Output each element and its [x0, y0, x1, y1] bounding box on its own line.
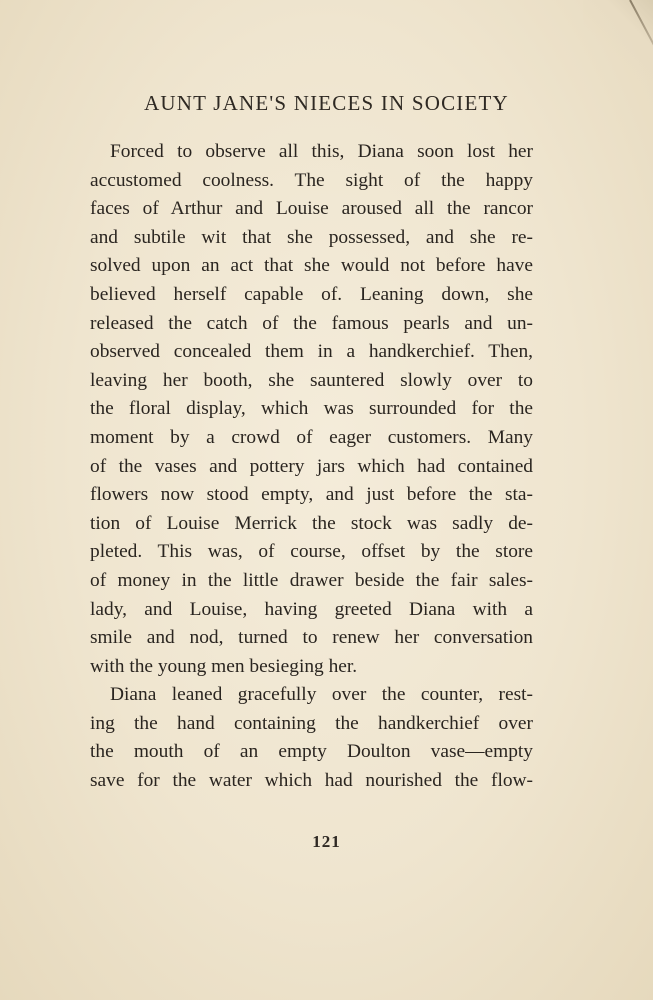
body-text: [90, 138, 533, 796]
text-line: with the young men besieging her.: [90, 655, 358, 677]
text-line: tion of Louise Merrick the stock was sadly de-: [90, 512, 533, 534]
text-line: believed herself capable of. Leaning down, she: [90, 283, 533, 305]
paragraph-1: [90, 138, 533, 681]
paragraph-2: [90, 681, 533, 795]
text-line: leaving her booth, she sauntered slowly over to: [90, 369, 533, 391]
text-line: of the vases and pottery jars which had contained: [90, 455, 533, 477]
text-line: the floral display, which was surrounded for the: [90, 398, 533, 420]
text-line: solved upon an act that she would not before have: [90, 255, 533, 277]
page-corner-wear: [583, 0, 653, 90]
text-line: the mouth of an empty Doulton vase—empty: [90, 741, 533, 763]
text-line: pleted. This was, of course, offset by the store: [90, 541, 533, 563]
running-head: AUNT JANE'S NIECES IN SOCIETY: [144, 91, 509, 115]
page-number: 121: [312, 832, 341, 851]
text-line: Diana leaned gracefully over the counter, rest-: [110, 684, 533, 706]
text-line: lady, and Louise, having greeted Diana with a: [90, 598, 533, 620]
text-line: moment by a crowd of eager customers. Many: [90, 426, 533, 448]
text-line: and subtile wit that she possessed, and she re-: [90, 226, 533, 248]
text-line: save for the water which had nourished the flow-: [90, 770, 533, 792]
text-line: observed concealed them in a handkerchief. Then,: [90, 341, 533, 363]
text-line: Forced to observe all this, Diana soon lost her: [110, 141, 533, 162]
text-line: of money in the little drawer beside the fair sales-: [90, 569, 533, 591]
text-line: smile and nod, turned to renew her conversation: [90, 627, 533, 649]
text-line: flowers now stood empty, and just before the sta-: [90, 484, 533, 506]
text-line: faces of Arthur and Louise aroused all the rancor: [90, 198, 533, 220]
text-line: ing the hand containing the handkerchief over: [90, 712, 533, 734]
text-line: released the catch of the famous pearls and un-: [90, 312, 533, 334]
text-line: accustomed coolness. The sight of the happy: [90, 169, 533, 191]
